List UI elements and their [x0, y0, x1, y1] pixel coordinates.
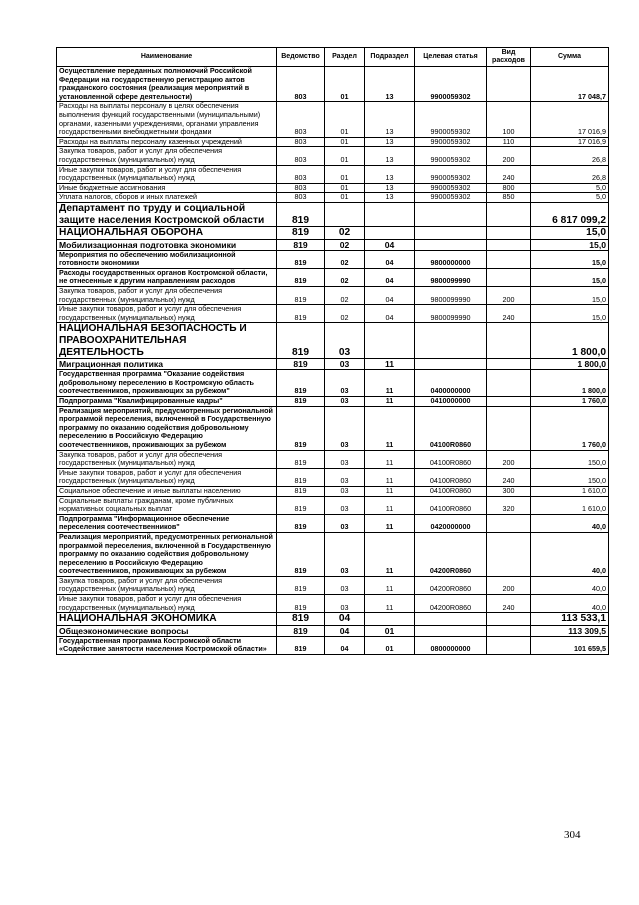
row-section: 01 [325, 137, 365, 147]
row-expense-type: 240 [487, 468, 531, 486]
row-name: Осуществление переданных полномочий Российской Федерации на государственную регистрацию актов гражданского состояния (реализация мероприятий в установленной сфере деятельности) [57, 67, 277, 102]
row-name: Расходы на выплаты персоналу казенных учреждений [57, 137, 277, 147]
row-sum: 113 309,5 [531, 625, 609, 636]
row-section: 03 [325, 468, 365, 486]
row-section: 01 [325, 67, 365, 102]
row-subsection [365, 323, 415, 359]
header-expense-type: Вид расходов [487, 48, 531, 67]
table-row [57, 486, 609, 496]
header-sum: Сумма [531, 48, 609, 67]
row-sum: 6 817 099,2 [531, 202, 609, 226]
row-subsection: 01 [365, 636, 415, 654]
row-target-article: 04100R0860 [415, 468, 487, 486]
row-target-article: 0420000000 [415, 514, 487, 532]
row-expense-type: 200 [487, 450, 531, 468]
row-expense-type: 200 [487, 576, 531, 594]
row-sum: 1 760,0 [531, 406, 609, 450]
row-section: 01 [325, 183, 365, 193]
table-row [57, 323, 609, 359]
row-subsection: 04 [365, 239, 415, 250]
row-sum: 1 800,0 [531, 370, 609, 397]
row-target-article: 9800099990 [415, 305, 487, 323]
row-section: 02 [325, 239, 365, 250]
row-target-article: 04100R0860 [415, 496, 487, 514]
row-expense-type: 300 [487, 486, 531, 496]
table-row [57, 397, 609, 407]
table-row [57, 496, 609, 514]
row-section: 01 [325, 102, 365, 137]
table-row [57, 576, 609, 594]
row-target-article: 04200R0860 [415, 576, 487, 594]
row-department: 819 [277, 287, 325, 305]
row-section: 03 [325, 576, 365, 594]
row-department: 819 [277, 613, 325, 626]
row-sum: 15,0 [531, 268, 609, 286]
row-expense-type: 240 [487, 595, 531, 613]
row-name: Общеэкономические вопросы [57, 625, 277, 636]
row-expense-type [487, 514, 531, 532]
row-sum: 1 760,0 [531, 397, 609, 407]
row-section: 02 [325, 287, 365, 305]
row-target-article: 04100R0860 [415, 450, 487, 468]
row-name: Расходы государственных органов Костромской области, не отнесенные к другим направлениям расходов [57, 268, 277, 286]
row-department: 803 [277, 137, 325, 147]
row-name: Департамент по труду и социальной защите населения Костромской области [57, 202, 277, 226]
row-section: 03 [325, 532, 365, 576]
row-department: 803 [277, 193, 325, 203]
table-row [57, 305, 609, 323]
row-name: Реализация мероприятий, предусмотренных региональной программой переселения, включенной в Государственную программу по оказанию содействия добровольному переселению в Российскую Федерацию соотечественников, проживающих за рубежом [57, 406, 277, 450]
row-sum: 1 610,0 [531, 496, 609, 514]
row-expense-type [487, 636, 531, 654]
row-target-article: 9900059302 [415, 67, 487, 102]
row-section: 03 [325, 514, 365, 532]
row-name: Социальные выплаты гражданам, кроме публичных нормативных социальных выплат [57, 496, 277, 514]
row-section [325, 202, 365, 226]
row-subsection: 11 [365, 496, 415, 514]
row-name: Расходы на выплаты персоналу в целях обеспечения выполнения функций государственными (муниципальными) органами, казенными учреждениями, органами управления государственными внебюджетными фондами [57, 102, 277, 137]
row-target-article [415, 227, 487, 240]
row-name: НАЦИОНАЛЬНАЯ ЭКОНОМИКА [57, 613, 277, 626]
row-section: 04 [325, 636, 365, 654]
row-name: Уплата налогов, сборов и иных платежей [57, 193, 277, 203]
budget-table [56, 47, 609, 655]
row-department: 819 [277, 532, 325, 576]
row-name: Иные закупки товаров, работ и услуг для обеспечения государственных (муниципальных) нужд [57, 595, 277, 613]
table-row [57, 359, 609, 370]
row-target-article: 0800000000 [415, 636, 487, 654]
row-sum: 15,0 [531, 287, 609, 305]
table-row [57, 67, 609, 102]
row-department: 803 [277, 165, 325, 183]
row-sum: 40,0 [531, 576, 609, 594]
table-row [57, 227, 609, 240]
table-row [57, 613, 609, 626]
table-row [57, 636, 609, 654]
row-sum: 40,0 [531, 514, 609, 532]
row-target-article [415, 239, 487, 250]
row-section: 03 [325, 323, 365, 359]
row-department: 819 [277, 239, 325, 250]
row-section: 03 [325, 595, 365, 613]
row-target-article: 04100R0860 [415, 406, 487, 450]
row-name: Мероприятия по обеспечению мобилизационной готовности экономики [57, 250, 277, 268]
row-expense-type [487, 370, 531, 397]
row-sum: 40,0 [531, 532, 609, 576]
header-section: Раздел [325, 48, 365, 67]
row-department: 819 [277, 227, 325, 240]
row-expense-type [487, 397, 531, 407]
row-sum: 40,0 [531, 595, 609, 613]
row-target-article: 0400000000 [415, 370, 487, 397]
row-sum: 150,0 [531, 468, 609, 486]
row-department: 819 [277, 323, 325, 359]
row-expense-type: 100 [487, 102, 531, 137]
header-target-article: Целевая статья [415, 48, 487, 67]
row-department: 819 [277, 268, 325, 286]
row-expense-type [487, 406, 531, 450]
row-department: 803 [277, 102, 325, 137]
row-section: 03 [325, 486, 365, 496]
row-expense-type [487, 532, 531, 576]
row-subsection: 04 [365, 287, 415, 305]
row-department: 819 [277, 486, 325, 496]
header-subsection: Подраздел [365, 48, 415, 67]
row-department: 819 [277, 305, 325, 323]
row-expense-type [487, 359, 531, 370]
row-subsection: 11 [365, 532, 415, 576]
row-subsection: 01 [365, 625, 415, 636]
row-expense-type: 850 [487, 193, 531, 203]
row-department: 819 [277, 636, 325, 654]
row-target-article: 0410000000 [415, 397, 487, 407]
table-row [57, 102, 609, 137]
header-department: Ведомство [277, 48, 325, 67]
row-sum: 15,0 [531, 227, 609, 240]
table-body [57, 67, 609, 655]
table-row [57, 250, 609, 268]
row-name: НАЦИОНАЛЬНАЯ БЕЗОПАСНОСТЬ И ПРАВООХРАНИТЕЛЬНАЯ ДЕЯТЕЛЬНОСТЬ [57, 323, 277, 359]
row-expense-type [487, 202, 531, 226]
row-sum: 15,0 [531, 250, 609, 268]
table-row [57, 406, 609, 450]
row-section: 02 [325, 227, 365, 240]
table-row [57, 268, 609, 286]
row-expense-type [487, 323, 531, 359]
row-section: 01 [325, 165, 365, 183]
row-expense-type [487, 613, 531, 626]
row-department: 819 [277, 250, 325, 268]
row-department: 819 [277, 359, 325, 370]
row-target-article [415, 613, 487, 626]
row-target-article: 9800000000 [415, 250, 487, 268]
row-name: Закупка товаров, работ и услуг для обеспечения государственных (муниципальных) нужд [57, 287, 277, 305]
row-expense-type: 800 [487, 183, 531, 193]
row-target-article: 9900059302 [415, 137, 487, 147]
table-row [57, 370, 609, 397]
row-subsection: 13 [365, 165, 415, 183]
row-department: 819 [277, 595, 325, 613]
row-section: 03 [325, 370, 365, 397]
row-section: 03 [325, 359, 365, 370]
row-target-article [415, 323, 487, 359]
row-target-article: 04200R0860 [415, 595, 487, 613]
row-subsection [365, 227, 415, 240]
row-expense-type: 200 [487, 287, 531, 305]
row-sum: 1 800,0 [531, 359, 609, 370]
row-section: 02 [325, 305, 365, 323]
row-department: 819 [277, 370, 325, 397]
row-section: 04 [325, 613, 365, 626]
row-name: Миграционная политика [57, 359, 277, 370]
row-expense-type: 240 [487, 305, 531, 323]
row-name: Подпрограмма "Квалифицированные кадры" [57, 397, 277, 407]
row-sum: 101 659,5 [531, 636, 609, 654]
row-department: 819 [277, 450, 325, 468]
table-row [57, 137, 609, 147]
row-subsection: 11 [365, 450, 415, 468]
row-subsection: 11 [365, 468, 415, 486]
row-section: 02 [325, 250, 365, 268]
row-target-article: 9900059302 [415, 193, 487, 203]
row-subsection [365, 202, 415, 226]
row-subsection: 11 [365, 514, 415, 532]
table-row [57, 514, 609, 532]
row-name: Социальное обеспечение и иные выплаты населению [57, 486, 277, 496]
row-section: 02 [325, 268, 365, 286]
row-department: 819 [277, 514, 325, 532]
table-row [57, 183, 609, 193]
row-subsection: 13 [365, 183, 415, 193]
row-sum: 17 016,9 [531, 102, 609, 137]
row-sum: 15,0 [531, 239, 609, 250]
table-row [57, 147, 609, 165]
row-sum: 17 016,9 [531, 137, 609, 147]
header-name: Наименование [57, 48, 277, 67]
row-name: Государственная программа Костромской области «Содействие занятости населения Костромской области» [57, 636, 277, 654]
row-target-article [415, 202, 487, 226]
row-section: 01 [325, 147, 365, 165]
row-section: 01 [325, 193, 365, 203]
row-department: 819 [277, 468, 325, 486]
row-section: 03 [325, 406, 365, 450]
page-number: 304 [564, 829, 581, 841]
row-department: 819 [277, 406, 325, 450]
row-department: 803 [277, 147, 325, 165]
row-expense-type [487, 67, 531, 102]
row-section: 03 [325, 496, 365, 514]
row-expense-type: 240 [487, 165, 531, 183]
table-row [57, 165, 609, 183]
table-header-row [57, 48, 609, 67]
row-target-article: 9800099990 [415, 268, 487, 286]
row-name: Иные закупки товаров, работ и услуг для обеспечения государственных (муниципальных) нужд [57, 305, 277, 323]
row-name: Государственная программа "Оказание содействия добровольному переселению в Костромскую область соотечественников, проживающих за рубежом" [57, 370, 277, 397]
row-subsection: 13 [365, 147, 415, 165]
row-target-article: 9800099990 [415, 287, 487, 305]
row-subsection: 13 [365, 193, 415, 203]
row-name: Иные закупки товаров, работ и услуг для обеспечения государственных (муниципальных) нужд [57, 165, 277, 183]
row-subsection: 13 [365, 102, 415, 137]
row-department: 819 [277, 202, 325, 226]
row-section: 03 [325, 450, 365, 468]
row-subsection [365, 613, 415, 626]
row-target-article: 9900059302 [415, 147, 487, 165]
row-subsection: 11 [365, 397, 415, 407]
row-target-article [415, 625, 487, 636]
table-row [57, 287, 609, 305]
row-target-article: 9900059302 [415, 102, 487, 137]
row-target-article: 9900059302 [415, 183, 487, 193]
row-expense-type: 320 [487, 496, 531, 514]
row-subsection: 11 [365, 406, 415, 450]
row-subsection: 13 [365, 137, 415, 147]
row-name: Реализация мероприятий, предусмотренных региональной программой переселения, включенной в Государственную программу по оказанию содействия добровольному переселению в Российскую Федерацию соотечественников, проживающих за рубежом [57, 532, 277, 576]
table-row [57, 532, 609, 576]
row-subsection: 11 [365, 576, 415, 594]
row-sum: 5,0 [531, 193, 609, 203]
row-name: Иные бюджетные ассигнования [57, 183, 277, 193]
row-target-article: 04100R0860 [415, 486, 487, 496]
row-target-article [415, 359, 487, 370]
row-sum: 26,8 [531, 147, 609, 165]
row-sum: 113 533,1 [531, 613, 609, 626]
row-expense-type [487, 625, 531, 636]
row-name: Мобилизационная подготовка экономики [57, 239, 277, 250]
row-sum: 15,0 [531, 305, 609, 323]
table-row [57, 468, 609, 486]
row-subsection: 13 [365, 67, 415, 102]
row-name: Закупка товаров, работ и услуг для обеспечения государственных (муниципальных) нужд [57, 576, 277, 594]
table-row [57, 202, 609, 226]
row-subsection: 11 [365, 359, 415, 370]
table-row [57, 595, 609, 613]
row-expense-type [487, 250, 531, 268]
row-expense-type: 200 [487, 147, 531, 165]
row-department: 819 [277, 576, 325, 594]
row-name: Закупка товаров, работ и услуг для обеспечения государственных (муниципальных) нужд [57, 147, 277, 165]
row-department: 819 [277, 625, 325, 636]
row-sum: 26,8 [531, 165, 609, 183]
row-department: 819 [277, 496, 325, 514]
row-subsection: 11 [365, 370, 415, 397]
row-sum: 150,0 [531, 450, 609, 468]
table-row [57, 239, 609, 250]
row-expense-type [487, 268, 531, 286]
row-expense-type: 110 [487, 137, 531, 147]
table-row [57, 193, 609, 203]
row-expense-type [487, 239, 531, 250]
row-sum: 1 800,0 [531, 323, 609, 359]
row-department: 819 [277, 397, 325, 407]
row-department: 803 [277, 183, 325, 193]
row-subsection: 04 [365, 305, 415, 323]
row-target-article: 04200R0860 [415, 532, 487, 576]
row-expense-type [487, 227, 531, 240]
row-target-article: 9900059302 [415, 165, 487, 183]
row-sum: 1 610,0 [531, 486, 609, 496]
table-row [57, 625, 609, 636]
row-subsection: 11 [365, 486, 415, 496]
row-name: НАЦИОНАЛЬНАЯ ОБОРОНА [57, 227, 277, 240]
row-subsection: 11 [365, 595, 415, 613]
table-row [57, 450, 609, 468]
row-subsection: 04 [365, 268, 415, 286]
row-sum: 17 048,7 [531, 67, 609, 102]
row-section: 03 [325, 397, 365, 407]
row-section: 04 [325, 625, 365, 636]
row-name: Закупка товаров, работ и услуг для обеспечения государственных (муниципальных) нужд [57, 450, 277, 468]
row-name: Подпрограмма "Информационное обеспечение переселения соотечественников" [57, 514, 277, 532]
row-sum: 5,0 [531, 183, 609, 193]
budget-table-container [56, 47, 608, 655]
row-department: 803 [277, 67, 325, 102]
row-name: Иные закупки товаров, работ и услуг для обеспечения государственных (муниципальных) нужд [57, 468, 277, 486]
row-subsection: 04 [365, 250, 415, 268]
